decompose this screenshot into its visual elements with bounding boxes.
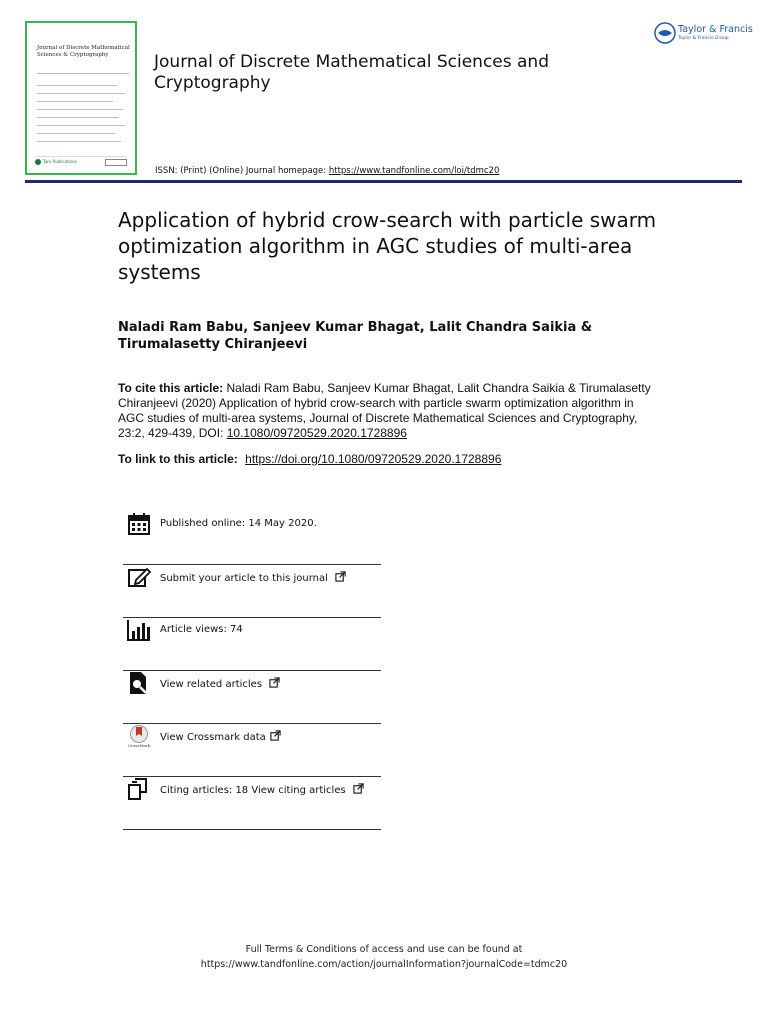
link-label: To link to this article: [118, 452, 238, 466]
footer-terms-text: Full Terms & Conditions of access and use can be found at [245, 944, 523, 955]
article-authors: Naladi Ram Babu, Sanjeev Kumar Bhagat, Lalit Chandra Saikia & Tirumalasetty Chiranjeevi [118, 320, 593, 352]
cover-tf-logo-icon [105, 159, 127, 166]
cover-publisher-mark: Taru Publications [43, 159, 77, 164]
submit-article-item[interactable] [123, 565, 381, 618]
cover-text-line [37, 125, 125, 126]
related-articles-text: View related articles [160, 679, 263, 690]
citation-block [118, 381, 658, 441]
crossmark-icon [127, 724, 151, 748]
citing-icon [127, 777, 151, 801]
cite-label: To cite this article: [118, 381, 224, 395]
published-online-item [123, 512, 381, 565]
article-title: Application of hybrid crow-search with particle swarm optimization algorithm in AGC studies of multi-area systems [118, 208, 657, 284]
external-link-icon [270, 730, 281, 741]
citing-articles-item[interactable] [123, 777, 381, 830]
footer [0, 942, 768, 972]
related-articles-link[interactable] [160, 677, 280, 690]
journal-cover-thumbnail [25, 21, 137, 175]
issn-text: ISSN: (Print) (Online) Journal homepage: [155, 166, 327, 176]
article-views-item [123, 618, 381, 671]
cover-rule [37, 73, 129, 74]
cover-text-line [37, 109, 123, 110]
item-divider [123, 829, 381, 830]
bar-chart-icon [127, 618, 151, 642]
search-document-icon [127, 671, 151, 695]
submit-article-link[interactable] [160, 571, 346, 584]
journal-homepage-link[interactable]: https://www.tandfonline.com/loi/tdmc20 [328, 166, 500, 176]
header-divider [25, 180, 742, 183]
cover-text-line [37, 117, 119, 118]
cover-text-line [37, 101, 113, 102]
taylor-francis-logo[interactable] [654, 22, 753, 48]
cover-text-line [37, 93, 125, 94]
crossmark-icon-label: CrossMark [127, 743, 151, 748]
article-doi-link[interactable]: https://doi.org/10.1080/09720529.2020.1728896 [245, 452, 502, 466]
article-link-block [118, 452, 658, 467]
taylor-francis-icon [654, 22, 676, 44]
crossmark-link[interactable] [160, 730, 281, 743]
cover-journal-name: Journal of Discrete Mathematical Sciences & Cryptography [37, 45, 130, 58]
publisher-logo-icon [35, 159, 41, 165]
external-link-icon [269, 677, 280, 688]
crossmark-text: View Crossmark data [160, 732, 266, 743]
cite-text: Naladi Ram Babu, Sanjeev Kumar Bhagat, Lalit Chandra Saikia & Tirumalasetty Chiranjeevi (2020) Application of hybrid crow-search with particle swarm optimization algorithm in AGC studies of multi-area systems, Journal of Discrete Mathematical Sciences and Cryptography, 23:2, 429-439, DOI: [118, 381, 651, 440]
citing-articles-link[interactable] [160, 783, 364, 796]
external-link-icon [353, 783, 364, 794]
cover-footer [35, 156, 127, 167]
cover-text-line [37, 133, 115, 134]
submit-article-text: Submit your article to this journal [160, 573, 328, 584]
tf-logo-group: Taylor & Francis Group [678, 36, 729, 41]
tf-logo-name: Taylor & Francis [678, 24, 753, 35]
article-views-text: Article views: 74 [160, 624, 243, 635]
calendar-icon [127, 512, 151, 536]
published-online-text: Published online: 14 May 2020. [160, 518, 317, 529]
cover-text-line [37, 141, 121, 142]
crossmark-item[interactable] [123, 724, 381, 777]
cover-text-line [37, 85, 117, 86]
issn-line [155, 166, 499, 176]
footer-terms-link[interactable]: https://www.tandfonline.com/action/journalInformation?journalCode=tdmc20 [200, 959, 568, 970]
edit-icon [127, 565, 151, 589]
external-link-icon [335, 571, 346, 582]
citing-articles-text: Citing articles: 18 View citing articles [160, 785, 346, 796]
journal-title: Journal of Discrete Mathematical Sciences and Cryptography [154, 52, 549, 93]
related-articles-item[interactable] [123, 671, 381, 724]
cite-doi-link[interactable]: 10.1080/09720529.2020.1728896 [226, 426, 407, 440]
